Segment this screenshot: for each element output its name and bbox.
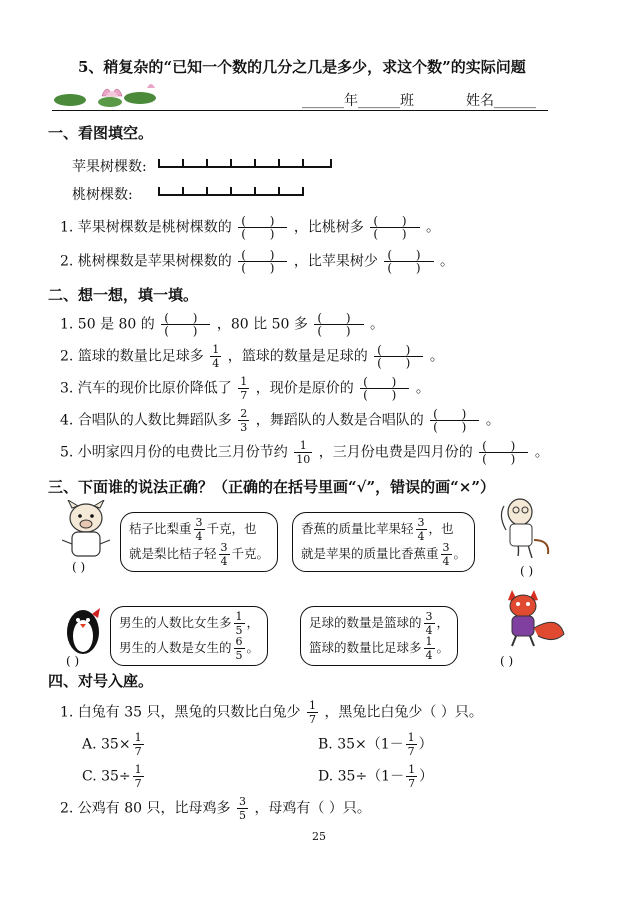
lotus-decoration-icon [52,80,162,110]
judgement-paren-2[interactable]: ( ) [520,564,534,578]
fraction: $\frac{2}{3}$ [240,407,248,434]
s2-question-2: 2. 篮球的数量比足球多 $\frac{1}{4}$ ，篮球的数量是足球的 ( ) ( ) 。 [60,343,444,370]
judgement-paren-3[interactable]: ( ) [66,654,80,668]
option-a[interactable]: A. 35× $\frac{1}{7}$ [82,731,142,758]
s4-question-1: 1. 白兔有 35 只，黑兔的只数比白兔少 $\frac{1}{7}$ ，黑兔比白兔少（ ）只。 [60,699,483,726]
s2-question-4: 4. 合唱队的人数比舞蹈队多 $\frac{2}{3}$ ，舞蹈队的人数是合唱队的 ( ) ( ) 。 [60,407,500,434]
s2-question-3: 3. 汽车的现价比原价降低了 $\frac{1}{7}$ ，现价是原价的 ( ) ( ) 。 [60,375,430,402]
speech-bubble-3: 男生的人数比女生多 $\frac{1}{5}$ ， 男生的人数是女生的 $\frac{6}{5}$ 。 [110,606,268,666]
answer-blank[interactable]: ( ) ( ) [314,312,363,337]
fraction: $\frac{3}{4}$ [425,610,433,637]
fraction: $\frac{1}{4}$ [425,635,433,662]
option-c[interactable]: C. 35÷ $\frac{1}{7}$ [82,763,142,790]
name-field: 姓名______ [466,93,536,109]
s2-question-5: 5. 小明家四月份的电费比三月份节约 $\frac{1}{10}$ ，三月份电费是四月份的 ( ) ( ) 。 [60,439,549,466]
section-2-heading: 二、想一想，填一填。 [48,286,199,304]
header-divider [52,110,548,111]
answer-blank[interactable]: ( ) ( ) [430,408,479,433]
peach-label: 桃树棵数: [72,187,133,203]
answer-blank[interactable]: ( ) ( ) [238,215,287,240]
answer-blank[interactable]: ( ) ( ) [374,344,423,369]
section-4-heading: 四、对号入座。 [48,672,154,690]
fraction: $\frac{3}{5}$ [238,795,246,822]
speech-bubble-4: 足球的数量是篮球的 $\frac{3}{4}$ ， 篮球的数量比足球多 $\frac{1}{4}$ 。 [300,606,458,666]
answer-blank[interactable]: ( ) ( ) [479,440,528,465]
fraction: $\frac{3}{4}$ [442,541,450,568]
fraction: $\frac{1}{7}$ [134,731,142,758]
fraction: $\frac{1}{10}$ [296,439,311,466]
class-field: ______年______班 [302,93,414,109]
fraction: $\frac{1}{5}$ [235,610,243,637]
page-number: 25 [312,830,326,843]
old-man-character-icon [494,496,556,570]
speech-bubble-2: 香蕉的质量比苹果轻 $\frac{3}{4}$ ，也 就是苹果的质量比香蕉重 $\frac{3}{4}$ 。 [292,512,475,572]
answer-blank[interactable]: ( ) ( ) [161,312,210,337]
section-3-heading: 三、下面谁的说法正确？（正确的在括号里画“√”，错误的画“×”） [48,478,495,496]
fraction: $\frac{6}{5}$ [235,635,243,662]
fraction: $\frac{3}{4}$ [195,516,203,543]
fraction: $\frac{1}{7}$ [408,763,416,790]
fraction: $\frac{3}{4}$ [220,541,228,568]
answer-blank[interactable]: ( ) ( ) [384,249,433,274]
fraction: $\frac{1}{7}$ [240,375,248,402]
speech-bubble-1: 桔子比梨重 $\frac{3}{4}$ 千克，也 就是梨比桔子轻 $\frac{3}{4}$ 千克。 [120,512,278,572]
fox-character-icon [498,584,568,654]
fraction: $\frac{1}{7}$ [134,763,142,790]
option-d[interactable]: D. 35÷（1－ $\frac{1}{7}$ ） [318,763,434,790]
answer-blank[interactable]: ( ) ( ) [360,376,409,401]
s2-question-1: 1. 50 是 80 的 ( ) ( ) ，80 比 50 多 ( ) ( ) 。 [60,311,384,338]
option-b[interactable]: B. 35×（1－ $\frac{1}{7}$ ） [318,731,433,758]
apple-label: 苹果树棵数: [72,159,147,175]
fraction: $\frac{3}{4}$ [417,516,425,543]
answer-blank[interactable]: ( ) ( ) [370,215,419,240]
fraction: $\frac{1}{7}$ [308,699,316,726]
judgement-paren-1[interactable]: ( ) [72,560,86,574]
answer-blank[interactable]: ( ) ( ) [238,249,287,274]
pig-character-icon [58,500,114,562]
section-1-heading: 一、看图填空。 [48,124,154,142]
penguin-character-icon [58,604,108,656]
fraction: $\frac{1}{4}$ [212,343,220,370]
s1-question-2: 2. 桃树棵数是苹果树棵数的 ( ) ( ) ，比苹果树少 ( ) ( ) 。 [60,248,454,275]
fraction: $\frac{1}{7}$ [407,731,415,758]
s4-question-2: 2. 公鸡有 80 只，比母鸡多 $\frac{3}{5}$ ，母鸡有（ ）只。 [60,795,371,822]
s1-question-1: 1. 苹果树棵数是桃树棵数的 ( ) ( ) ，比桃树多 ( ) ( ) 。 [60,214,440,241]
judgement-paren-4[interactable]: ( ) [500,654,514,668]
page-title: 5、稍复杂的“已知一个数的几分之几是多少，求这个数”的实际问题 [78,58,526,76]
